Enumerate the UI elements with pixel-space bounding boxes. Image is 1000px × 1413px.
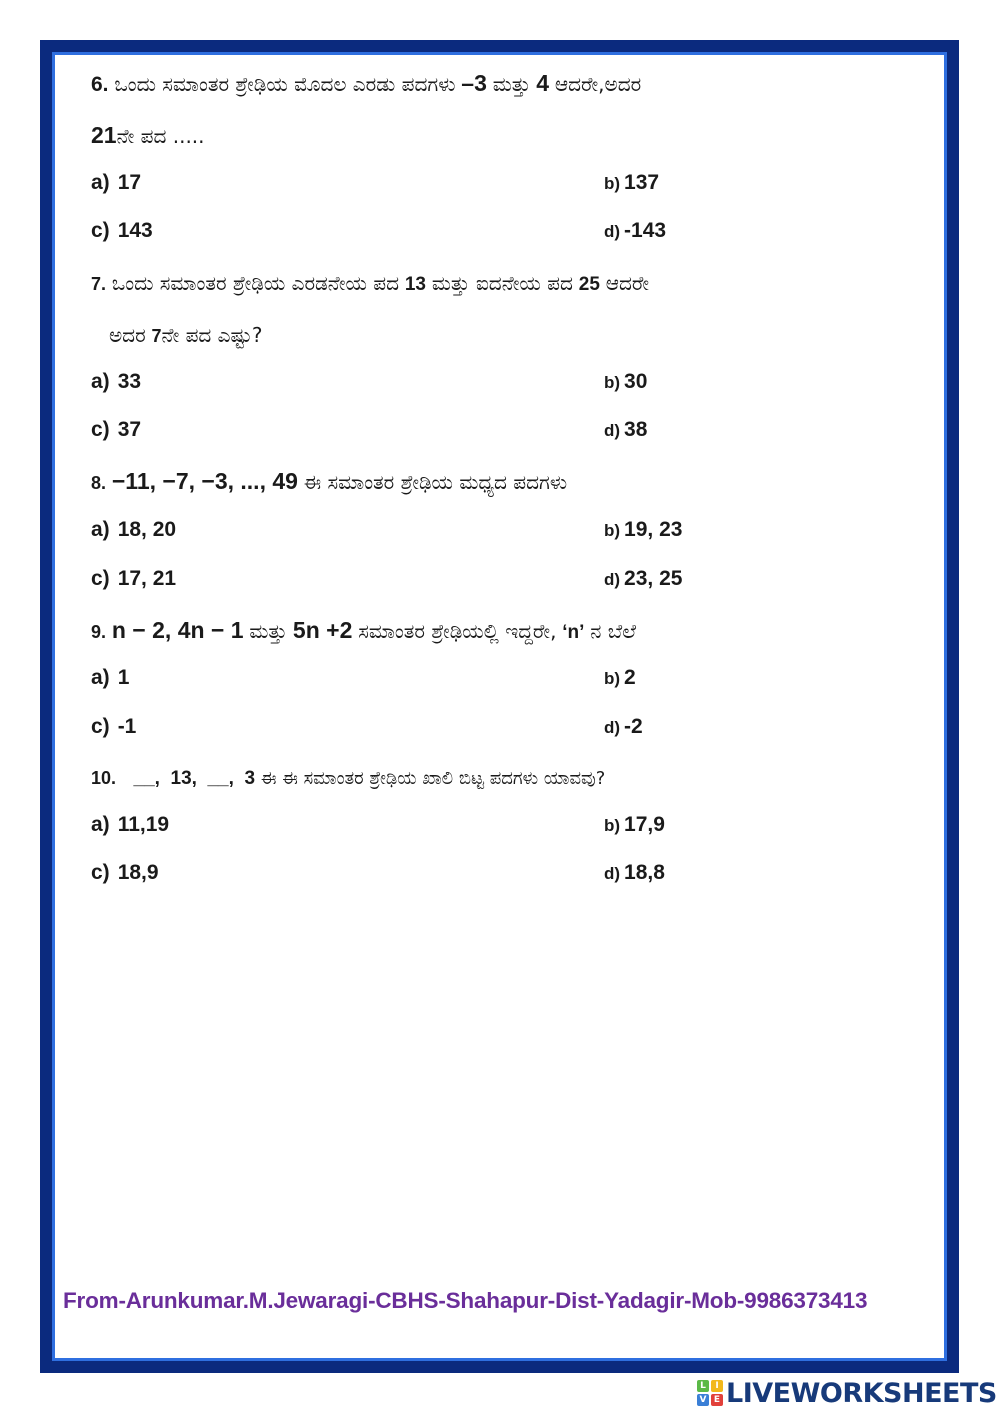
logo-tile-v: V xyxy=(697,1394,709,1406)
question-math: 25 xyxy=(578,274,600,295)
option-label: b) xyxy=(604,373,621,392)
question-math: –3 xyxy=(461,70,487,96)
option-label: d) xyxy=(604,222,621,241)
question-math: 21 xyxy=(91,122,117,148)
option-value: 137 xyxy=(624,171,660,194)
option-value: -1 xyxy=(117,715,137,738)
option-10a[interactable] xyxy=(91,811,169,839)
option-value: 17,9 xyxy=(624,813,665,836)
option-label: c) xyxy=(91,567,110,590)
question-text: ಒಂದು ಸಮಾಂತರ ಶ್ರೇಢಿಯ ಮೊದಲ ಎರಡು ಪದಗಳು xyxy=(114,72,456,96)
option-label: c) xyxy=(91,715,110,738)
live-logo-icon xyxy=(697,1380,723,1406)
option-value: 17, 21 xyxy=(117,567,177,590)
option-10b[interactable] xyxy=(604,811,665,840)
question-text: ಮತ್ತು xyxy=(492,72,531,96)
question-text: ಒಂದು ಸಮಾಂತರ ಶ್ರೇಢಿಯ ಎರಡನೇಯ ಪದ xyxy=(111,271,399,295)
option-6c[interactable] xyxy=(91,217,153,245)
logo-tile-e: E xyxy=(711,1394,723,1406)
option-value: 19, 23 xyxy=(624,518,683,541)
question-text: ಈ ಈ ಸಮಾಂತರ ಶ್ರೇಢಿಯ ಖಾಲಿ ಬಿಟ್ಟ ಪದಗಳು ಯಾವವು? xyxy=(260,768,606,789)
option-value: 17 xyxy=(117,171,142,194)
option-label: b) xyxy=(604,174,621,193)
question-text: ಆದರೇ xyxy=(605,271,650,295)
option-value: 2 xyxy=(624,666,636,689)
author-credit: From-Arunkumar.M.Jewaragi-CBHS-Shahapur-Dist-Yadagir-Mob-9986373413 xyxy=(63,1288,868,1313)
option-value: 143 xyxy=(117,219,153,242)
option-value: 18,8 xyxy=(624,861,665,884)
option-label: b) xyxy=(604,521,621,540)
option-value: -2 xyxy=(624,715,643,738)
option-label: a) xyxy=(91,813,110,836)
option-value: 33 xyxy=(117,370,142,393)
option-7c[interactable] xyxy=(91,416,141,444)
question-number: 6. xyxy=(91,73,109,96)
question-text: ನೇ ಪದ ..... xyxy=(116,124,205,148)
option-value: 18,9 xyxy=(117,861,159,884)
worksheet-frame xyxy=(40,40,959,1373)
question-text: ಮತ್ತು xyxy=(249,619,288,643)
option-9a[interactable] xyxy=(91,664,129,692)
question-text: ಆದರೇ,ಅದರ xyxy=(554,72,642,96)
option-7b[interactable] xyxy=(604,368,647,397)
option-10d[interactable] xyxy=(604,859,665,888)
option-label: a) xyxy=(91,518,110,541)
option-8b[interactable] xyxy=(604,516,682,545)
option-label: c) xyxy=(91,219,110,242)
question-6 xyxy=(91,58,914,162)
question-8 xyxy=(91,456,914,508)
option-10c[interactable] xyxy=(91,859,159,887)
question-number: 8. xyxy=(91,473,107,493)
option-8c[interactable] xyxy=(91,565,176,593)
question-text: ನ ಬೆಲೆ xyxy=(590,619,636,643)
option-value: 30 xyxy=(624,370,648,393)
option-label: d) xyxy=(604,864,621,883)
option-9d[interactable] xyxy=(604,713,643,742)
question-number: 7. xyxy=(91,274,107,294)
option-value: 23, 25 xyxy=(624,567,683,590)
question-math: __, 13, __, 3 xyxy=(133,768,256,789)
question-math: n − 2, 4n − 1 xyxy=(111,617,244,643)
option-label: d) xyxy=(604,570,621,589)
question-math: 4 xyxy=(536,70,550,96)
question-math: 13 xyxy=(404,274,426,295)
question-text: ಈ ಸಮಾಂತರ ಶ್ರೇಢಿಯ ಮಧ್ಯದ ಪದಗಳು xyxy=(303,470,568,494)
question-7 xyxy=(91,258,914,361)
question-math: 5n +2 xyxy=(292,617,353,643)
option-label: d) xyxy=(604,421,621,440)
question-number: 10. xyxy=(91,768,117,788)
question-math: ‘n’ xyxy=(562,622,585,643)
question-text: ಸಮಾಂತರ ಶ್ರೇಢಿಯಲ್ಲಿ ಇದ್ದರೇ, xyxy=(358,619,557,643)
option-label: a) xyxy=(91,370,110,393)
option-9b[interactable] xyxy=(604,664,636,693)
question-10 xyxy=(91,753,914,804)
option-7a[interactable] xyxy=(91,368,141,396)
option-value: 38 xyxy=(624,418,648,441)
worksheet-page xyxy=(52,52,947,1361)
option-label: d) xyxy=(604,718,621,737)
option-8a[interactable] xyxy=(91,516,176,544)
worksheet-content xyxy=(55,55,944,1358)
option-6b[interactable] xyxy=(604,169,659,198)
option-label: a) xyxy=(91,171,110,194)
question-text: ನೇ ಪದ ಎಷ್ಟು? xyxy=(161,323,263,347)
option-value: 37 xyxy=(117,418,142,441)
option-7d[interactable] xyxy=(604,416,647,445)
question-text: ಮತ್ತು ಐದನೇಯ ಪದ xyxy=(431,271,573,295)
option-value: 1 xyxy=(117,666,130,689)
option-label: a) xyxy=(91,666,110,689)
option-6d[interactable] xyxy=(604,217,666,246)
option-value: 18, 20 xyxy=(117,518,177,541)
option-label: c) xyxy=(91,861,110,884)
option-label: b) xyxy=(604,816,621,835)
question-text: ಅದರ xyxy=(109,323,146,347)
option-8d[interactable] xyxy=(604,565,682,594)
question-math: −11, −7, −3, ..., 49 xyxy=(111,468,298,494)
brand-name: LIVEWORKSHEETS xyxy=(726,1377,997,1409)
option-6a[interactable] xyxy=(91,169,141,197)
option-label: c) xyxy=(91,418,110,441)
logo-tile-i: I xyxy=(711,1380,723,1392)
option-value: 11,19 xyxy=(117,813,170,836)
option-value: -143 xyxy=(624,219,667,242)
question-number: 9. xyxy=(91,622,107,642)
question-9 xyxy=(91,605,914,658)
liveworksheets-brand[interactable] xyxy=(697,1378,997,1408)
logo-tile-l: L xyxy=(697,1380,709,1392)
option-9c[interactable] xyxy=(91,713,136,741)
question-math: 7 xyxy=(151,326,162,346)
option-label: b) xyxy=(604,669,621,688)
